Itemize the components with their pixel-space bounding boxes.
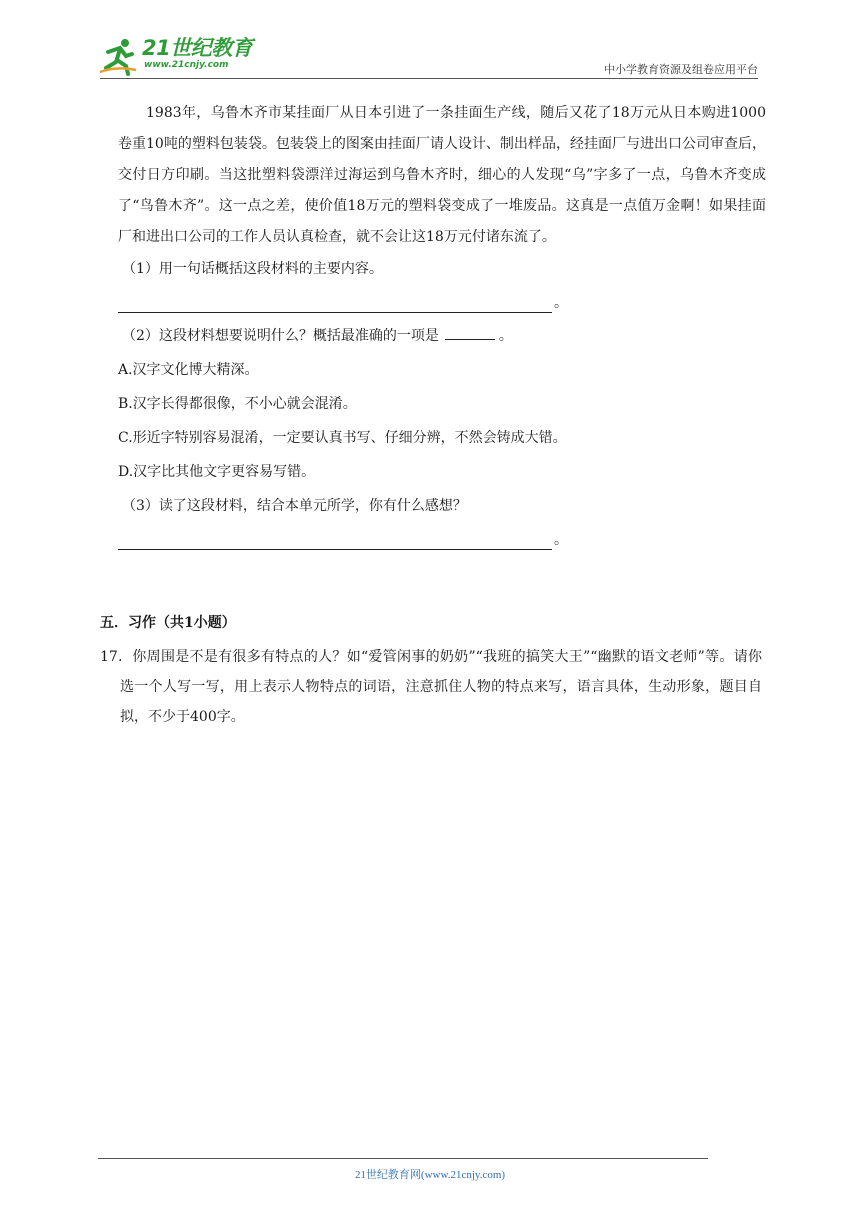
answer-period-3: 。: [554, 532, 568, 548]
footer-divider: [98, 1158, 708, 1159]
header-divider: [100, 78, 758, 79]
question-3: （3）读了这段材料，结合本单元所学，你有什么感想？: [122, 498, 467, 514]
option-a: A.汉字文化博大精深。: [118, 362, 259, 378]
question-2: [118, 325, 766, 346]
reading-passage: 1983年，乌鲁木齐市某挂面厂从日本引进了一条挂面生产线，随后又花了18万元从日本购进1000卷重10吨的塑料包装袋。包装袋上的图案由挂面厂请人设计、制出样品，经挂面厂与进出口公司审查后，交付日方印刷。当这批塑料袋漂洋过海运到乌鲁木齐时，细心的人发现“乌”字多了一点，乌鲁木齐变成了“鸟鲁木齐”。这一点之差，使价值18万元的塑料袋变成了一堆废品。这真是一点值万金啊！如果挂面厂和进出口公司的工作人员认真检查，就不会让这18万元付诸东流了。: [118, 105, 766, 245]
question-2-end: 。: [498, 328, 513, 344]
question-17: [100, 642, 762, 732]
site-logo[interactable]: [98, 36, 252, 82]
answer-period-1: 。: [554, 295, 568, 311]
footer-link[interactable]: 21世纪教育网(www.21cnjy.com): [354, 1169, 506, 1181]
logo-title: 21世纪教育: [142, 36, 253, 60]
option-b: B.汉字长得都很像，不小心就会混淆。: [118, 396, 357, 412]
question-16-content: [118, 98, 766, 550]
question-2-text: （2）这段材料想要说明什么？概括最准确的一项是: [122, 328, 439, 344]
option-d: D.汉字比其他文字更容易写错。: [118, 464, 316, 480]
answer-row-1: [118, 279, 766, 313]
page-header: [98, 30, 758, 82]
answer-row-3: [118, 516, 766, 550]
platform-name: 中小学教育资源及组卷应用平台: [604, 63, 758, 76]
question-17-text: 17．你周围是不是有很多有特点的人？如“爱管闲事的奶奶”“我班的搞笑大王”“幽默的语文老师”等。请你选一个人写一写，用上表示人物特点的词语，注意抓住人物的特点来写，语言具体，生动形象，题目自拟，不少于400字。: [100, 649, 762, 725]
logo-url: www.21cnjy.com: [144, 60, 229, 70]
answer-line-3[interactable]: [118, 527, 552, 550]
answer-line-1[interactable]: [118, 290, 552, 313]
option-c: C.形近字特别容易混淆，一定要认真书写、仔细分辨，不然会铸成大错。: [118, 430, 567, 446]
question-1: （1）用一句话概括这段材料的主要内容。: [122, 261, 383, 277]
runner-logo-icon: [98, 36, 138, 76]
section-5-title: 五．习作（共1小题）: [100, 615, 236, 631]
answer-blank-2[interactable]: [445, 325, 495, 340]
